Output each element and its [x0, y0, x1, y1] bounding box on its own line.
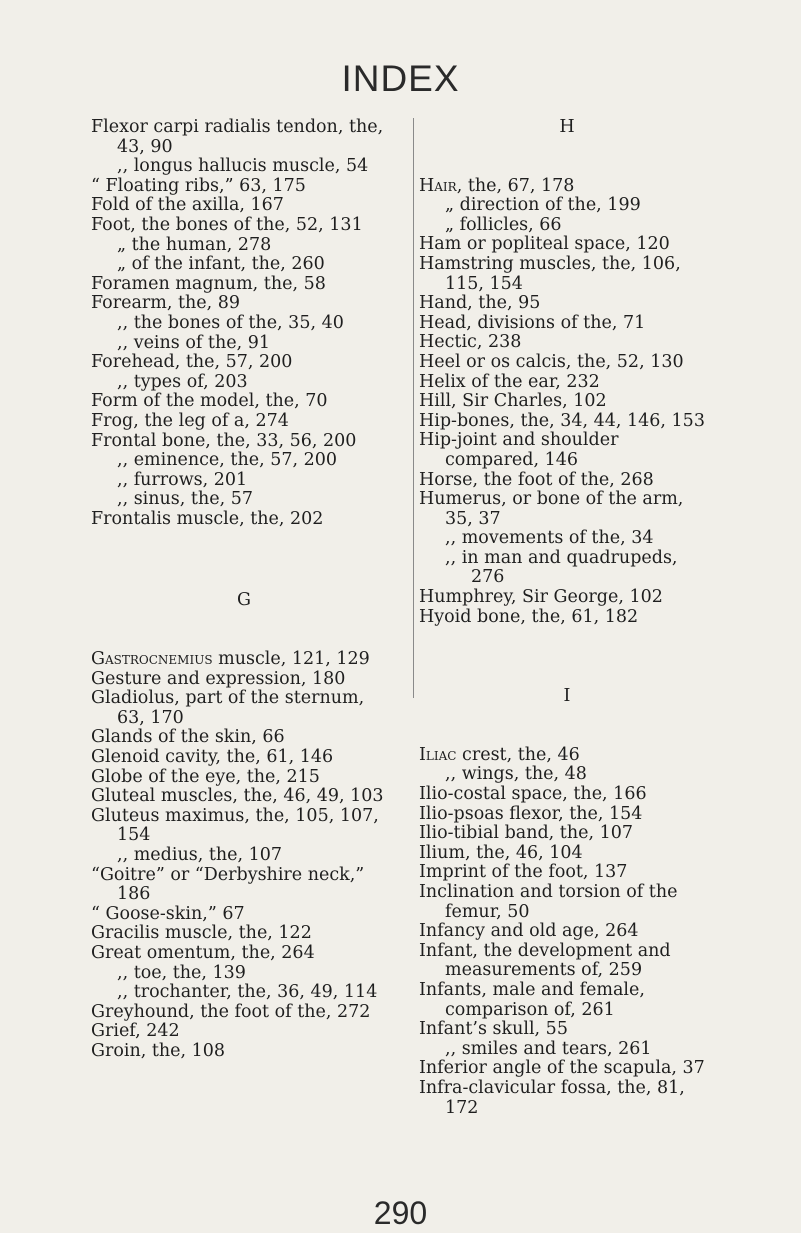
- entry-text: ,, types of, 203: [117, 371, 248, 392]
- index-entry: [91, 924, 397, 944]
- entry-text: Ilium, the, 46, 104: [419, 842, 583, 863]
- index-entry: [419, 942, 715, 981]
- entry-text: „ the human, 278: [117, 234, 272, 255]
- entry-text: crest, the, 46: [456, 744, 580, 765]
- f-entries: [91, 118, 397, 529]
- entry-text: muscle, 121, 129: [212, 649, 370, 670]
- section-heading-g: G: [237, 590, 251, 611]
- index-entry: [419, 1079, 715, 1118]
- entry-text: Forearm, the, 89: [91, 293, 241, 314]
- index-entry: [419, 471, 715, 491]
- column-divider: [413, 118, 414, 698]
- index-entry: [91, 670, 397, 690]
- index-entry: [91, 846, 397, 866]
- entry-text: Form of the model, the, 70: [91, 391, 328, 412]
- entry-text: Ilio-tibial band, the, 107: [419, 823, 633, 844]
- entry-text: Helix of the ear, 232: [419, 371, 600, 392]
- index-entry: [419, 529, 715, 549]
- index-entry: [91, 768, 397, 788]
- left-column: [91, 118, 397, 1062]
- entry-lead-term: Iliac: [419, 744, 457, 765]
- entry-text: Fold of the axilla, 167: [91, 195, 284, 216]
- entry-text: Inferior angle of the scapula, 37: [419, 1058, 705, 1079]
- entry-text: Infant’s skull, 55: [419, 1019, 568, 1040]
- entry-text: Imprint of the foot, 137: [419, 862, 628, 883]
- page-title: INDEX: [341, 58, 460, 99]
- entry-text: Gracilis muscle, the, 122: [91, 923, 312, 944]
- entry-text: Hand, the, 95: [419, 293, 541, 314]
- index-entry: [91, 236, 397, 256]
- index-entry: [91, 1003, 397, 1023]
- entry-text: Hip-bones, the, 34, 44, 146, 153: [419, 410, 705, 431]
- entry-text: Infra-clavicular fossa, the, 81, 172: [419, 1077, 685, 1118]
- entry-text: Head, divisions of the, 71: [419, 312, 646, 333]
- entry-text: Hamstring muscles, the, 106, 115, 154: [419, 253, 681, 294]
- index-entry: [91, 334, 397, 354]
- index-entry: [419, 1059, 715, 1079]
- entry-text: Foot, the bones of the, 52, 131: [91, 214, 363, 235]
- index-entry: [419, 1020, 715, 1040]
- index-entry: [91, 294, 397, 314]
- section-heading-i: I: [563, 686, 571, 707]
- index-entry: [419, 314, 715, 334]
- entry-text: Flexor carpi radialis tendon, the, 43, 90: [91, 117, 384, 157]
- entry-text: Frontalis muscle, the, 202: [91, 508, 324, 529]
- index-entry: [91, 689, 397, 728]
- entry-lead-term: Gastrocnemius: [91, 649, 213, 670]
- index-entry: [419, 922, 715, 942]
- entry-text: ,, wings, the, 48: [445, 764, 587, 785]
- index-entry: [419, 844, 715, 864]
- entry-text: Humerus, or bone of the arm, 35, 37: [419, 489, 684, 529]
- index-entry: [419, 1040, 715, 1060]
- entry-text: “ Floating ribs,” 63, 175: [91, 175, 306, 196]
- entry-lead-term: Hair: [419, 175, 457, 196]
- entry-text: Ham or popliteal space, 120: [419, 234, 670, 255]
- index-entry: [419, 373, 715, 393]
- index-entry: [91, 157, 397, 177]
- index-entry: [91, 392, 397, 412]
- index-entry: [419, 333, 715, 353]
- index-entry: [91, 177, 397, 197]
- h-entries: [419, 177, 715, 628]
- entry-text: ,, veins of the, 91: [117, 332, 270, 353]
- index-entry: [91, 314, 397, 334]
- index-entry: [91, 787, 397, 807]
- index-entry: [91, 748, 397, 768]
- index-entry: [419, 805, 715, 825]
- entry-text: , the, 67, 178: [456, 175, 575, 196]
- entry-text: Frontal bone, the, 33, 56, 200: [91, 430, 357, 451]
- entry-text: ,, sinus, the, 57: [117, 489, 253, 510]
- index-entry: [419, 431, 715, 470]
- i-entries: [419, 746, 715, 1118]
- entry-text: Ilio-psoas flexor, the, 154: [419, 803, 643, 824]
- entry-text: Hip-joint and shoulder compared, 146: [419, 430, 619, 470]
- entry-text: ,, movements of the, 34: [445, 528, 654, 549]
- index-entry: [91, 216, 397, 236]
- index-entry: [419, 392, 715, 412]
- index-entry: [419, 588, 715, 608]
- index-entry: [91, 118, 397, 157]
- index-entry: [91, 1022, 397, 1042]
- index-entry: [419, 785, 715, 805]
- section-heading-h: H: [559, 117, 575, 137]
- entry-text: “ Goose-skin,” 67: [91, 903, 245, 924]
- index-entry: [91, 510, 397, 530]
- index-entry: [419, 746, 715, 766]
- right-column: [419, 118, 715, 1118]
- index-entry: [419, 235, 715, 255]
- entry-text: „ of the infant, the, 260: [117, 254, 325, 275]
- index-entry: [91, 196, 397, 216]
- index-entry: [91, 451, 397, 471]
- entry-text: Infancy and old age, 264: [419, 921, 639, 942]
- index-entry: [91, 275, 397, 295]
- entry-text: ,, longus hallucis muscle, 54: [117, 156, 369, 177]
- entry-text: Foramen magnum, the, 58: [91, 273, 326, 294]
- entry-text: Ilio-costal space, the, 166: [419, 784, 647, 805]
- index-entry: [91, 905, 397, 925]
- index-entry: [91, 983, 397, 1003]
- index-entry: [91, 353, 397, 373]
- index-entry: [91, 255, 397, 275]
- index-entry: [419, 255, 715, 294]
- index-entry: [91, 807, 397, 846]
- entry-text: “Goitre” or “Derbyshire neck,” 186: [91, 864, 365, 905]
- entry-text: Hyoid bone, the, 61, 182: [419, 606, 639, 627]
- index-entry: [91, 1042, 397, 1062]
- index-entry: [419, 981, 715, 1020]
- index-entry: [419, 196, 715, 216]
- index-entry: [91, 432, 397, 452]
- entry-text: ,, the bones of the, 35, 40: [117, 312, 344, 333]
- entry-text: Forehead, the, 57, 200: [91, 352, 293, 373]
- index-entry: [91, 728, 397, 748]
- index-entry: [91, 412, 397, 432]
- entry-text: Gesture and expression, 180: [91, 668, 346, 689]
- index-entry: [419, 294, 715, 314]
- entry-text: ,, in man and quadrupeds, 276: [445, 547, 678, 588]
- index-entry: [419, 216, 715, 236]
- index-entry: [91, 866, 397, 905]
- entry-text: „ direction of the, 199: [445, 195, 641, 216]
- entry-text: Grief, 242: [91, 1021, 180, 1042]
- index-entry: [91, 471, 397, 491]
- entry-text: Globe of the eye, the, 215: [91, 766, 320, 787]
- entry-text: Humphrey, Sir George, 102: [419, 587, 663, 608]
- entry-text: Frog, the leg of a, 274: [91, 410, 289, 431]
- entry-text: Hectic, 238: [419, 332, 522, 353]
- index-entry: [91, 964, 397, 984]
- index-entry: [419, 765, 715, 785]
- entry-text: Groin, the, 108: [91, 1040, 226, 1061]
- entry-text: ,, trochanter, the, 36, 49, 114: [117, 982, 378, 1003]
- entry-text: Horse, the foot of the, 268: [419, 469, 654, 490]
- entry-text: ,, eminence, the, 57, 200: [117, 450, 337, 471]
- index-entry: [419, 883, 715, 922]
- entry-text: Gladiolus, part of the sternum, 63, 170: [91, 688, 365, 728]
- index-entry: [91, 490, 397, 510]
- index-entry: [419, 549, 715, 588]
- entry-text: Glands of the skin, 66: [91, 727, 285, 748]
- page-number: 290: [373, 1195, 428, 1231]
- index-entry: [419, 353, 715, 373]
- entry-text: „ follicles, 66: [445, 214, 562, 235]
- index-entry: [91, 944, 397, 964]
- entry-text: Gluteus maximus, the, 105, 107, 154: [91, 805, 379, 846]
- index-entry: [419, 177, 715, 197]
- entry-text: ,, furrows, 201: [117, 469, 248, 490]
- g-entries: [91, 650, 397, 1061]
- entry-text: Greyhound, the foot of the, 272: [91, 1001, 371, 1022]
- index-entry: [91, 373, 397, 393]
- entry-text: ,, medius, the, 107: [117, 845, 283, 865]
- entry-text: ,, smiles and tears, 261: [445, 1038, 652, 1059]
- entry-text: Infants, male and female, comparison of, 261: [419, 979, 645, 1020]
- index-entry: [91, 650, 397, 670]
- index-entry: [419, 824, 715, 844]
- entry-text: Gluteal muscles, the, 46, 49, 103: [91, 786, 384, 807]
- entry-text: ,, toe, the, 139: [117, 962, 246, 983]
- entry-text: Glenoid cavity, the, 61, 146: [91, 747, 334, 768]
- entry-text: Great omentum, the, 264: [91, 942, 315, 963]
- entry-text: Infant, the development and measurements of, 259: [419, 940, 671, 981]
- entry-text: Hill, Sir Charles, 102: [419, 391, 607, 412]
- index-entry: [419, 863, 715, 883]
- entry-text: Heel or os calcis, the, 52, 130: [419, 351, 684, 372]
- index-entry: [419, 412, 715, 432]
- index-entry: [419, 608, 715, 628]
- index-entry: [419, 490, 715, 529]
- entry-text: Inclination and torsion of the femur, 50: [419, 882, 678, 922]
